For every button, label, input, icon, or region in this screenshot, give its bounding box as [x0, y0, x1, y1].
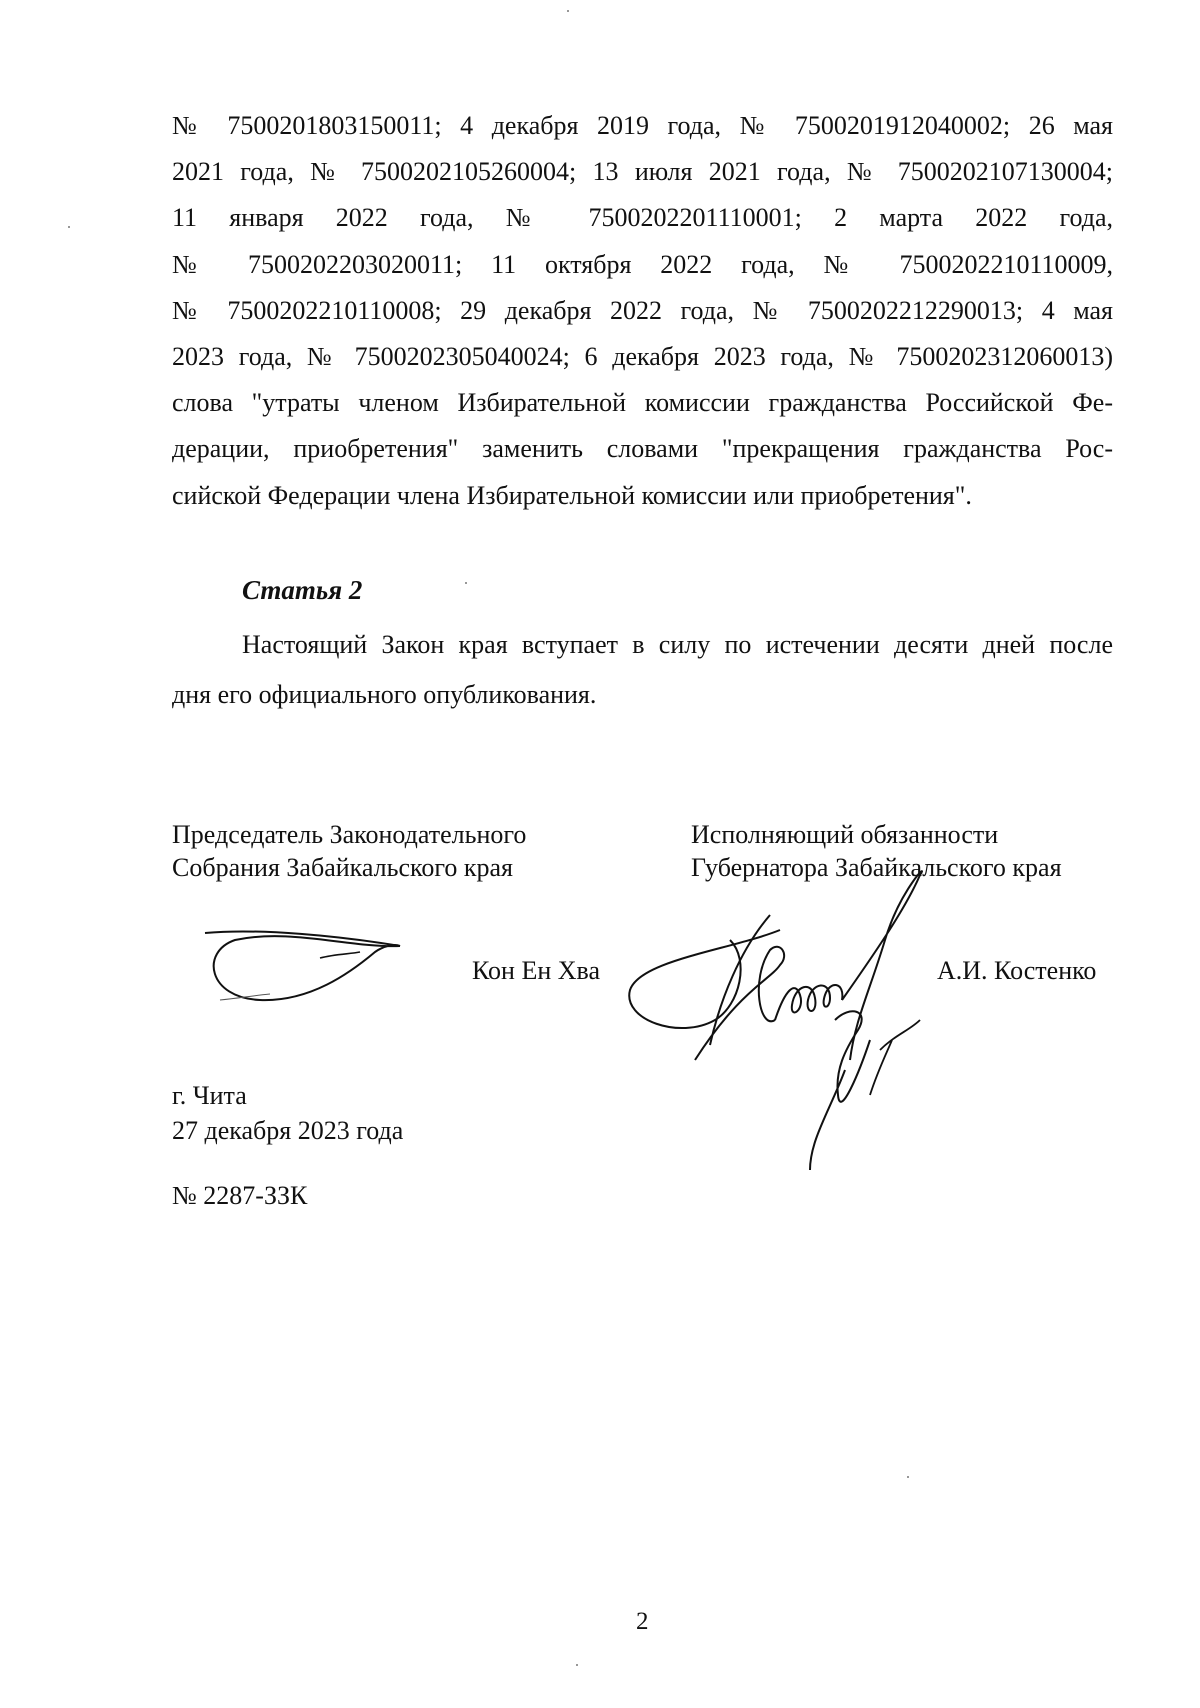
page-number: 2 [636, 1608, 649, 1635]
left-signature [200, 918, 410, 1018]
body-line-7: слова "утраты членом Избирательной комиссии гражданства Российской Фе- [172, 388, 1113, 418]
right-title-line-2: Губернатора Забайкальского края [691, 853, 1062, 882]
body-line-8: дерации, приобретения" заменить словами "прекращения гражданства Рос- [172, 434, 1113, 464]
article-1-continuation [172, 103, 1113, 519]
place-and-date [172, 1078, 403, 1148]
right-signatory-name: А.И. Костенко [937, 956, 1097, 985]
place: г. Чита [172, 1081, 247, 1110]
article-2-heading: Статья 2 [242, 575, 363, 605]
scan-speck [465, 582, 467, 584]
scan-speck [576, 1664, 578, 1666]
right-title-line-1: Исполняющий обязанности [691, 820, 999, 849]
scan-speck [68, 226, 70, 228]
body-line-3: 11 января 2022 года, № 7500202201110001; 2 марта 2022 года, [172, 203, 1113, 233]
body-line-4: № 7500202203020011; 11 октября 2022 года, № 7500202210110009, [172, 249, 1113, 279]
left-title-line-1: Председатель Законодательного [172, 820, 527, 849]
law-number: № 2287-ЗЗК [172, 1181, 308, 1210]
body-line-1: № 7500201803150011; 4 декабря 2019 года, № 7500201912040002; 26 мая [172, 111, 1113, 140]
date: 27 декабря 2023 года [172, 1116, 404, 1145]
right-signature [620, 870, 940, 1180]
scan-speck [907, 1476, 909, 1478]
left-signatory-title [172, 818, 526, 884]
left-title-line-2: Собрания Забайкальского края [172, 853, 513, 882]
body-line-9: сийской Федерации члена Избирательной комиссии или приобретения". [172, 480, 972, 510]
scan-speck [567, 10, 569, 12]
body-line-5: № 7500202210110008; 29 декабря 2022 года, № 7500202212290013; 4 мая [172, 295, 1113, 325]
body-line-2: 2021 года, № 7500202105260004; 13 июля 2021 года, № 7500202107130004; [172, 157, 1113, 187]
article-2-line-2: дня его официального опубликования. [172, 680, 597, 709]
article-2-text [172, 620, 1113, 720]
body-line-6: 2023 года, № 7500202305040024; 6 декабря 2023 года, № 7500202312060013) [172, 341, 1113, 371]
left-signatory-name: Кон Ен Хва [472, 956, 601, 985]
article-2-line-1: Настоящий Закон края вступает в силу по истечении десяти дней после [242, 630, 1113, 659]
